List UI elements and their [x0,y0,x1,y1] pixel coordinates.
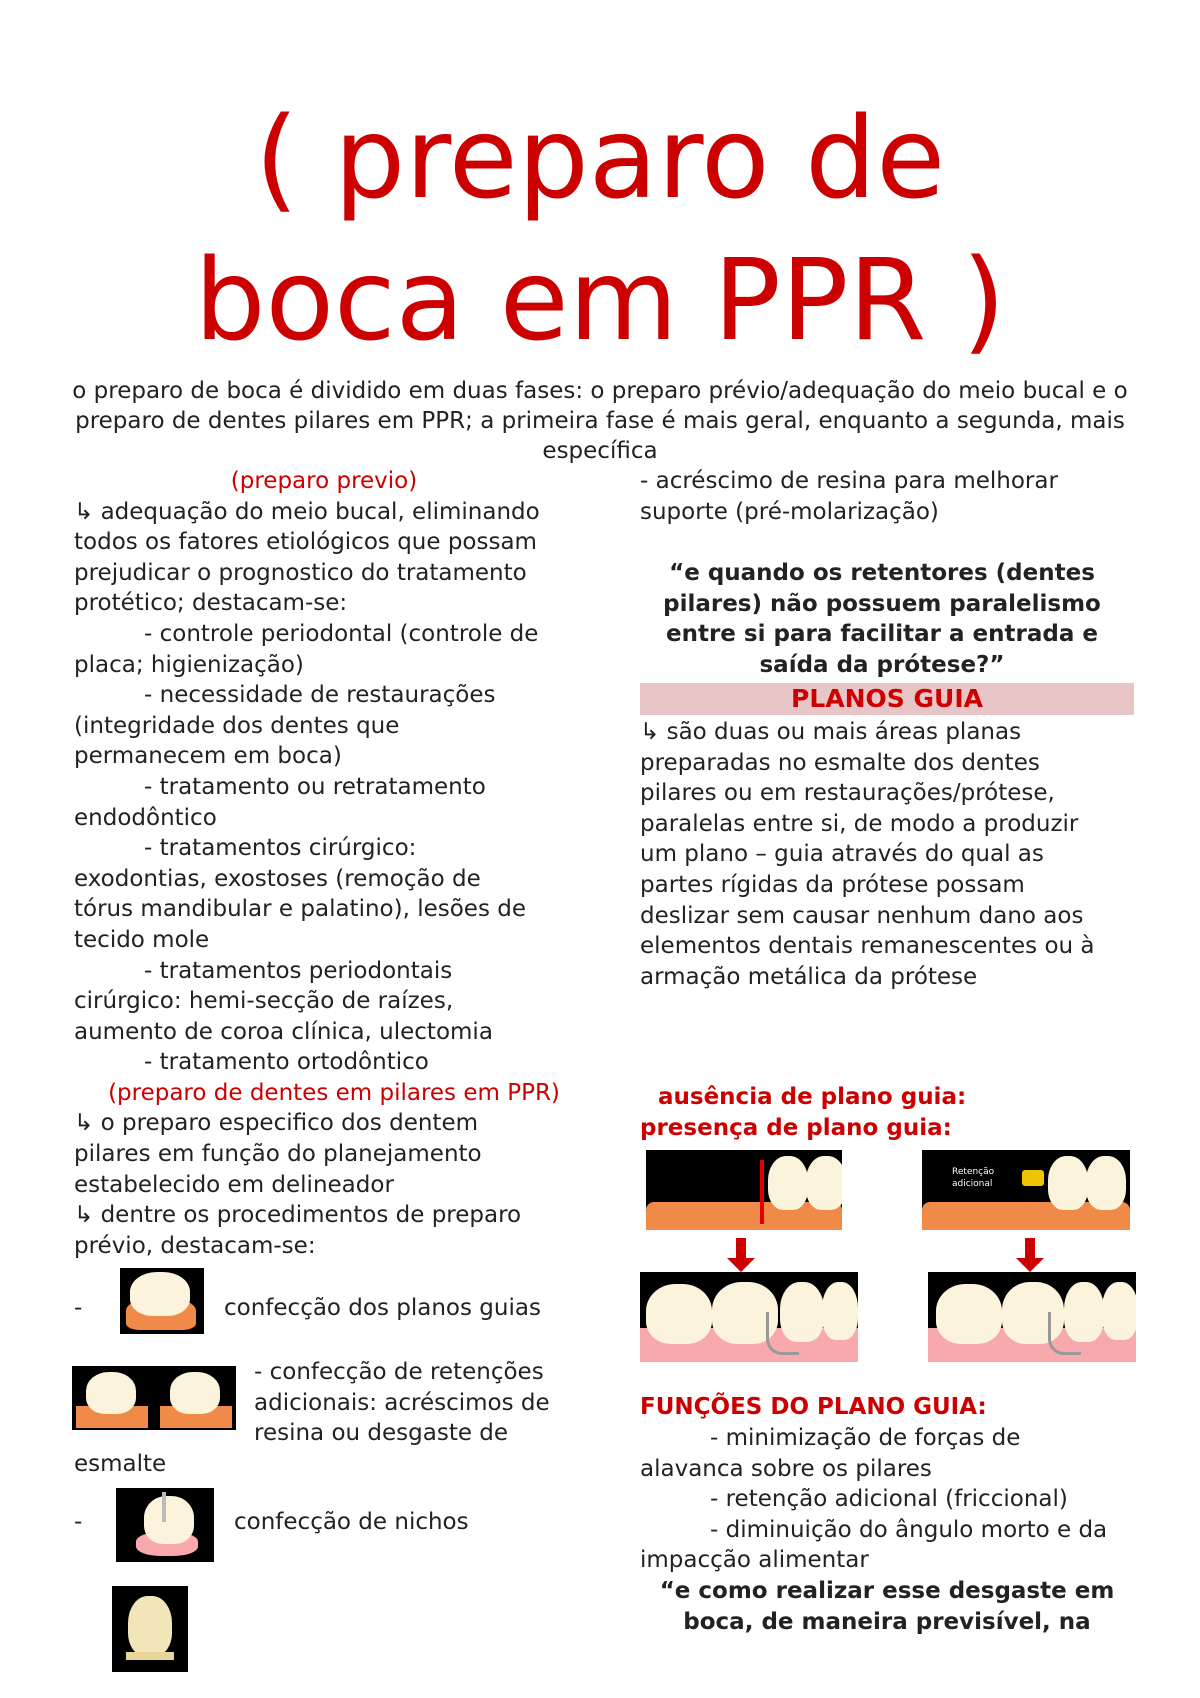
text-line: estabelecido em delineador [74,1171,394,1198]
quote-line: “e quando os retentores (dentes [669,560,1095,586]
list-item: - tratamento ortodôntico [144,1049,429,1076]
text-line: prejudicar o prognostico do tratamento [74,559,527,586]
retention-label [952,1166,994,1190]
page-title [0,88,1200,372]
planos-guia-banner: PLANOS GUIA [640,683,1134,715]
preparo-pilares-text [74,1108,584,1261]
preparo-previo-text [74,497,584,619]
proc1-label: confecção dos planos guias [224,1295,541,1321]
list-item: - tratamentos cirúrgico: [144,835,417,862]
planos-guia-definition [640,717,1150,992]
text-line: adicionais: acréscimos de [254,1389,550,1416]
text-line: ↳ são duas ou mais áreas planas [640,719,1022,745]
list-item-cont: cirúrgico: hemi-secção de raízes, [74,988,454,1015]
text-line: deslizar sem causar nenhum dano aos [640,902,1084,929]
list-item-cont: tórus mandibular e palatino), lesões de [74,896,526,923]
proc1-dash: - [74,1295,83,1321]
retention-teeth-image [72,1366,236,1430]
proc3-label: confecção de nichos [234,1509,469,1535]
list-item: - diminuição do ângulo morto e da [710,1516,1108,1543]
functions-title: FUNÇÕES DO PLANO GUIA: [640,1394,987,1420]
text-line: um plano – guia através do qual as [640,841,1044,868]
text-line: paralelas entre si, de modo a produzir [640,810,1079,837]
list-item: - controle periodontal (controle de [144,620,539,647]
absence-before-image [646,1150,842,1230]
rest-seat-image [116,1488,214,1562]
quote-line: boca, de maneira previsível, na [683,1608,1091,1635]
text-line: ↳ dentre os procedimentos de preparo [74,1202,522,1229]
closing-quote [632,1576,1142,1637]
retention-label-line: Retenção [952,1167,995,1177]
retention-label-line: adicional [952,1179,993,1189]
absence-after-image [640,1272,858,1362]
title-line-2: boca em PPR ) [194,236,1006,366]
list-item-cont: endodôntico [74,804,217,831]
quote-line: pilares) não possuem paralelismo [663,590,1101,617]
list-item-cont: exodontias, exostoses (remoção de [74,865,481,892]
text-line: - confecção de retenções [254,1359,544,1385]
label-presence: presença de plano guia: [640,1115,952,1141]
left-column [74,466,584,1261]
text-line: - acréscimo de resina para melhorar [640,468,1058,494]
list-item-cont: permanecem em boca) [74,743,342,770]
list-item-cont: tecido mole [74,926,210,953]
proc3-dash: - [74,1509,83,1535]
list-item: - tratamento ou retratamento [144,773,486,800]
label-absence: ausência de plano guia: [658,1084,967,1110]
arrow-down-icon [736,1238,746,1260]
right-top-text [640,466,1140,527]
text-line: pilares ou em restaurações/prótese, [640,780,1055,807]
text-line: pilares em função do planejamento [74,1141,482,1168]
text-line: partes rígidas da prótese possam [640,871,1025,898]
text-line: armação metálica da prótese [640,963,978,990]
heading-preparo-previo: (preparo previo) [230,468,418,494]
quote-line: entre si para facilitar a entrada e [666,621,1098,648]
list-item-cont: impacção alimentar [640,1547,869,1574]
intro-paragraph: o preparo de boca é dividido em duas fases: o preparo prévio/adequação do meio bucal e o preparo de dentes pilares em PPR; a primeira fase é mais geral, enquanto a segunda, mais específica [72,378,1128,464]
text-line: ↳ o preparo especifico dos dentem [74,1110,478,1137]
tooth-crown-image [112,1586,188,1672]
list-item: - necessidade de restaurações [144,682,496,709]
list-item-cont: aumento de coroa clínica, ulectomia [74,1018,493,1045]
proc2-cont: esmalte [74,1451,167,1477]
list-item-cont: alavanca sobre os pilares [640,1455,932,1482]
text-line: preparadas no esmalte dos dentes [640,749,1040,776]
title-line-1: ( preparo de [254,94,946,224]
text-line: prévio, destacam-se: [74,1232,316,1259]
quote-line: “e como realizar esse desgaste em [659,1578,1115,1604]
question-quote [632,558,1132,680]
presence-before-image [922,1150,1130,1230]
list-item: - tratamentos periodontais [144,957,453,984]
text-line: protético; destacam-se: [74,590,348,617]
text-line: elementos dentais remanescentes ou à [640,933,1095,960]
preparo-previo-list [74,619,584,1078]
list-item-cont: (integridade dos dentes que [74,712,400,739]
tooth-guide-plane-image [120,1268,204,1334]
list-item: - retenção adicional (friccional) [710,1486,1068,1513]
text-line: todos os fatores etiológicos que possam [74,529,537,556]
arrow-down-icon [1025,1238,1035,1260]
text-line: suporte (pré-molarização) [640,498,939,525]
heading-preparo-pilares: (preparo de dentes em pilares em PPR) [108,1079,560,1106]
proc2-text [254,1357,550,1449]
functions-list [640,1423,1150,1576]
text-line: ↳ adequação do meio bucal, eliminando [74,498,540,525]
list-item: - minimização de forças de [710,1425,1021,1451]
list-item-cont: placa; higienização) [74,651,304,678]
quote-line: saída da prótese?” [759,651,1005,678]
presence-after-image [928,1272,1136,1362]
text-line: resina ou desgaste de [254,1420,509,1447]
